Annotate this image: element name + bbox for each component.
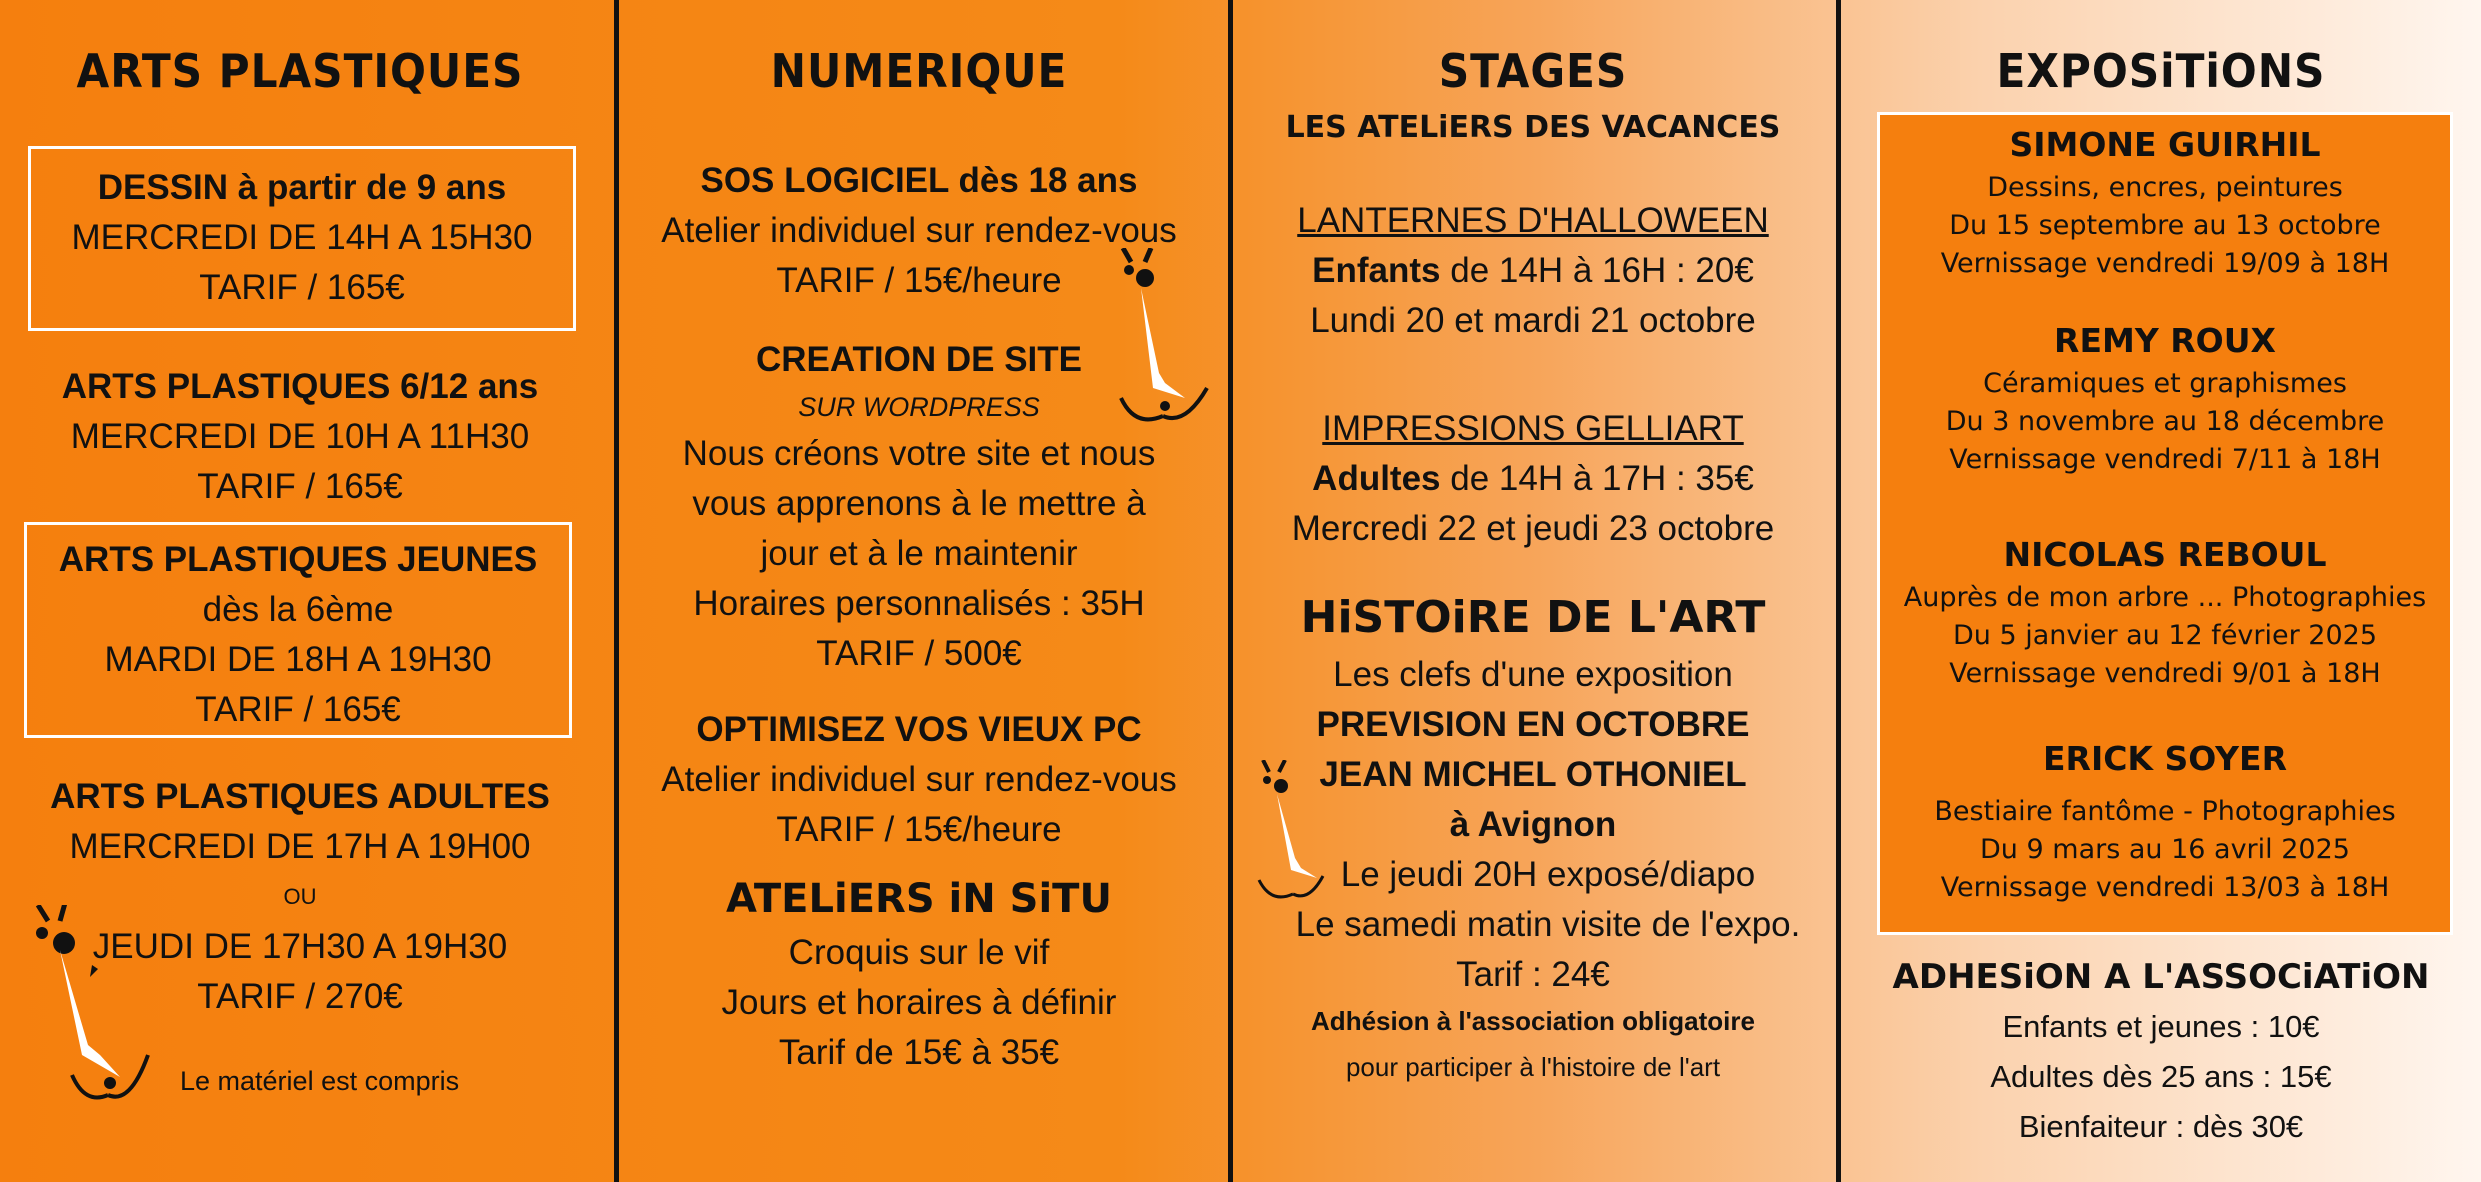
course-title: CREATION DE SITE	[755, 340, 1083, 379]
exhibition-item	[1880, 531, 2450, 735]
stage-line: Les clefs d'une exposition	[1333, 655, 1733, 694]
exhibition-dates: Du 9 mars au 16 avril 2025	[1980, 834, 2350, 865]
course-price: TARIF / 270€	[197, 977, 403, 1016]
stage-title: IMPRESSIONS GELLIART	[1322, 409, 1744, 448]
gelliart-block	[1233, 404, 1833, 554]
stage-hours: de 14H à 17H : 35€	[1440, 459, 1754, 498]
course-desc-line: Croquis sur le vif	[788, 933, 1050, 972]
ap612-block	[0, 362, 600, 512]
exhibition-dates: Du 3 novembre au 18 décembre	[1945, 406, 2385, 437]
stage-line: JEAN MICHEL OTHONIEL	[1319, 755, 1747, 794]
membership-note: Adhésion à l'association obligatoire	[1311, 1006, 1755, 1036]
material-note: Le matériel est compris	[180, 1066, 460, 1096]
exhibition-desc: Bestiaire fantôme - Photographies	[1934, 796, 2396, 827]
course-hours: Horaires personnalisés : 35H	[693, 584, 1145, 623]
course-title: ARTS PLASTIQUES JEUNES	[58, 540, 538, 579]
stage-title: LANTERNES D'HALLOWEEN	[1297, 201, 1769, 240]
course-price: TARIF / 15€/heure	[776, 261, 1062, 300]
dessin-box	[28, 146, 576, 331]
halloween-block	[1233, 196, 1833, 346]
course-schedule: MARDI DE 18H A 19H30	[104, 640, 492, 679]
membership-price: Enfants et jeunes : 10€	[2002, 1009, 2320, 1044]
adhesion-block	[1841, 952, 2481, 1152]
course-schedule: MERCREDI DE 10H A 11H30	[70, 417, 530, 456]
exhibition-dates: Du 15 septembre au 13 octobre	[1949, 210, 2381, 241]
column-title: ARTS PLASTIQUES	[76, 44, 524, 98]
exhibition-dates: Du 5 janvier au 12 février 2025	[1952, 620, 2378, 651]
course-desc-line: Nous créons votre site et nous	[682, 434, 1156, 473]
stage-hours: de 14H à 16H : 20€	[1440, 251, 1754, 290]
column-stages	[1233, 0, 1836, 1182]
stage-audience: Adultes	[1312, 459, 1441, 498]
course-desc-line: vous apprenons à le mettre à	[692, 484, 1146, 523]
section-title: ATELiERS iN SiTU	[726, 876, 1112, 922]
course-title: OPTIMISEZ VOS VIEUX PC	[696, 710, 1142, 749]
course-price: TARIF / 165€	[197, 467, 403, 506]
stage-line: PREVISION EN OCTOBRE	[1316, 705, 1750, 744]
course-title: DESSIN à partir de 9 ans	[97, 168, 507, 207]
or-label: OU	[283, 884, 317, 909]
course-subtitle: SUR WORDPRESS	[798, 392, 1040, 422]
exhibition-desc: Dessins, encres, peintures	[1987, 172, 2343, 203]
artist-name: ERICK SOYER	[2042, 739, 2287, 778]
stage-price: Tarif : 24€	[1456, 955, 1610, 994]
membership-price: Adultes dès 25 ans : 15€	[1990, 1059, 2332, 1094]
course-price: Tarif de 15€ à 35€	[778, 1033, 1060, 1072]
artist-name: REMY ROUX	[2054, 321, 2276, 360]
course-desc: Atelier individuel sur rendez-vous	[661, 760, 1177, 799]
course-price: TARIF / 500€	[816, 634, 1022, 673]
section-title: ADHESiON A L'ASSOCiATiON	[1892, 957, 2430, 997]
membership-note: pour participer à l'histoire de l'art	[1345, 1052, 1721, 1082]
column-title: STAGES	[1438, 44, 1628, 98]
exhibition-opening: Vernissage vendredi 19/09 à 18H	[1940, 248, 2390, 279]
stage-audience: Enfants	[1312, 251, 1441, 290]
mascot-icon	[1257, 760, 1347, 910]
course-title: ARTS PLASTIQUES ADULTES	[50, 777, 550, 816]
course-price: TARIF / 165€	[199, 268, 405, 307]
exhibition-item	[1880, 121, 2450, 317]
course-schedule: MERCREDI DE 14H A 15H30	[71, 218, 533, 257]
membership-price: Bienfaiteur : dès 30€	[2018, 1109, 2304, 1144]
expositions-box	[1877, 112, 2453, 935]
artist-name: SIMONE GUIRHIL	[2009, 125, 2321, 164]
stage-line: Le jeudi 20H exposé/diapo	[1340, 855, 1756, 894]
stage-dates: Lundi 20 et mardi 21 octobre	[1310, 301, 1756, 340]
pc-block	[619, 705, 1219, 855]
exhibition-item	[1880, 317, 2450, 531]
exhibition-desc: Céramiques et graphismes	[1983, 368, 2347, 399]
stage-line: à Avignon	[1449, 805, 1617, 844]
exhibition-opening: Vernissage vendredi 7/11 à 18H	[1949, 444, 2381, 475]
course-desc: Atelier individuel sur rendez-vous	[661, 211, 1177, 250]
course-schedule-alt: JEUDI DE 17H30 A 19H30	[92, 927, 508, 966]
course-price: TARIF / 165€	[195, 690, 401, 729]
column-numerique	[619, 0, 1228, 1182]
course-age: dès la 6ème	[202, 590, 394, 629]
column-subtitle: LES ATELiERS DES VACANCES	[1285, 110, 1781, 145]
course-desc-line: Jours et horaires à définir	[721, 983, 1117, 1022]
column-expositions	[1841, 0, 2481, 1182]
exhibition-desc: Auprès de mon arbre ... Photographies	[1903, 582, 2427, 613]
column-title: EXPOSiTiONS	[1996, 44, 2326, 98]
course-title: ARTS PLASTIQUES 6/12 ans	[61, 367, 539, 406]
mascot-icon	[1115, 248, 1225, 438]
course-schedule: MERCREDI DE 17H A 19H00	[69, 827, 531, 866]
stage-line: Le samedi matin visite de l'expo.	[1295, 905, 1801, 944]
column-title: NUMERIQUE	[770, 44, 1068, 98]
column-arts-plastiques	[0, 0, 614, 1182]
exhibition-opening: Vernissage vendredi 13/03 à 18H	[1940, 872, 2390, 903]
course-title: SOS LOGICIEL dès 18 ans	[700, 161, 1138, 200]
jeunes-box	[24, 522, 572, 738]
exhibition-item	[1880, 735, 2450, 907]
insitu-block	[619, 870, 1219, 1078]
section-title: HiSTOiRE DE L'ART	[1300, 592, 1766, 643]
mascot-icon	[30, 905, 160, 1115]
stage-dates: Mercredi 22 et jeudi 23 octobre	[1291, 509, 1775, 548]
exhibition-opening: Vernissage vendredi 9/01 à 18H	[1949, 658, 2381, 689]
artist-name: NICOLAS REBOUL	[2003, 535, 2327, 574]
course-desc-line: jour et à le maintenir	[760, 534, 1078, 573]
course-price: TARIF / 15€/heure	[776, 810, 1062, 849]
